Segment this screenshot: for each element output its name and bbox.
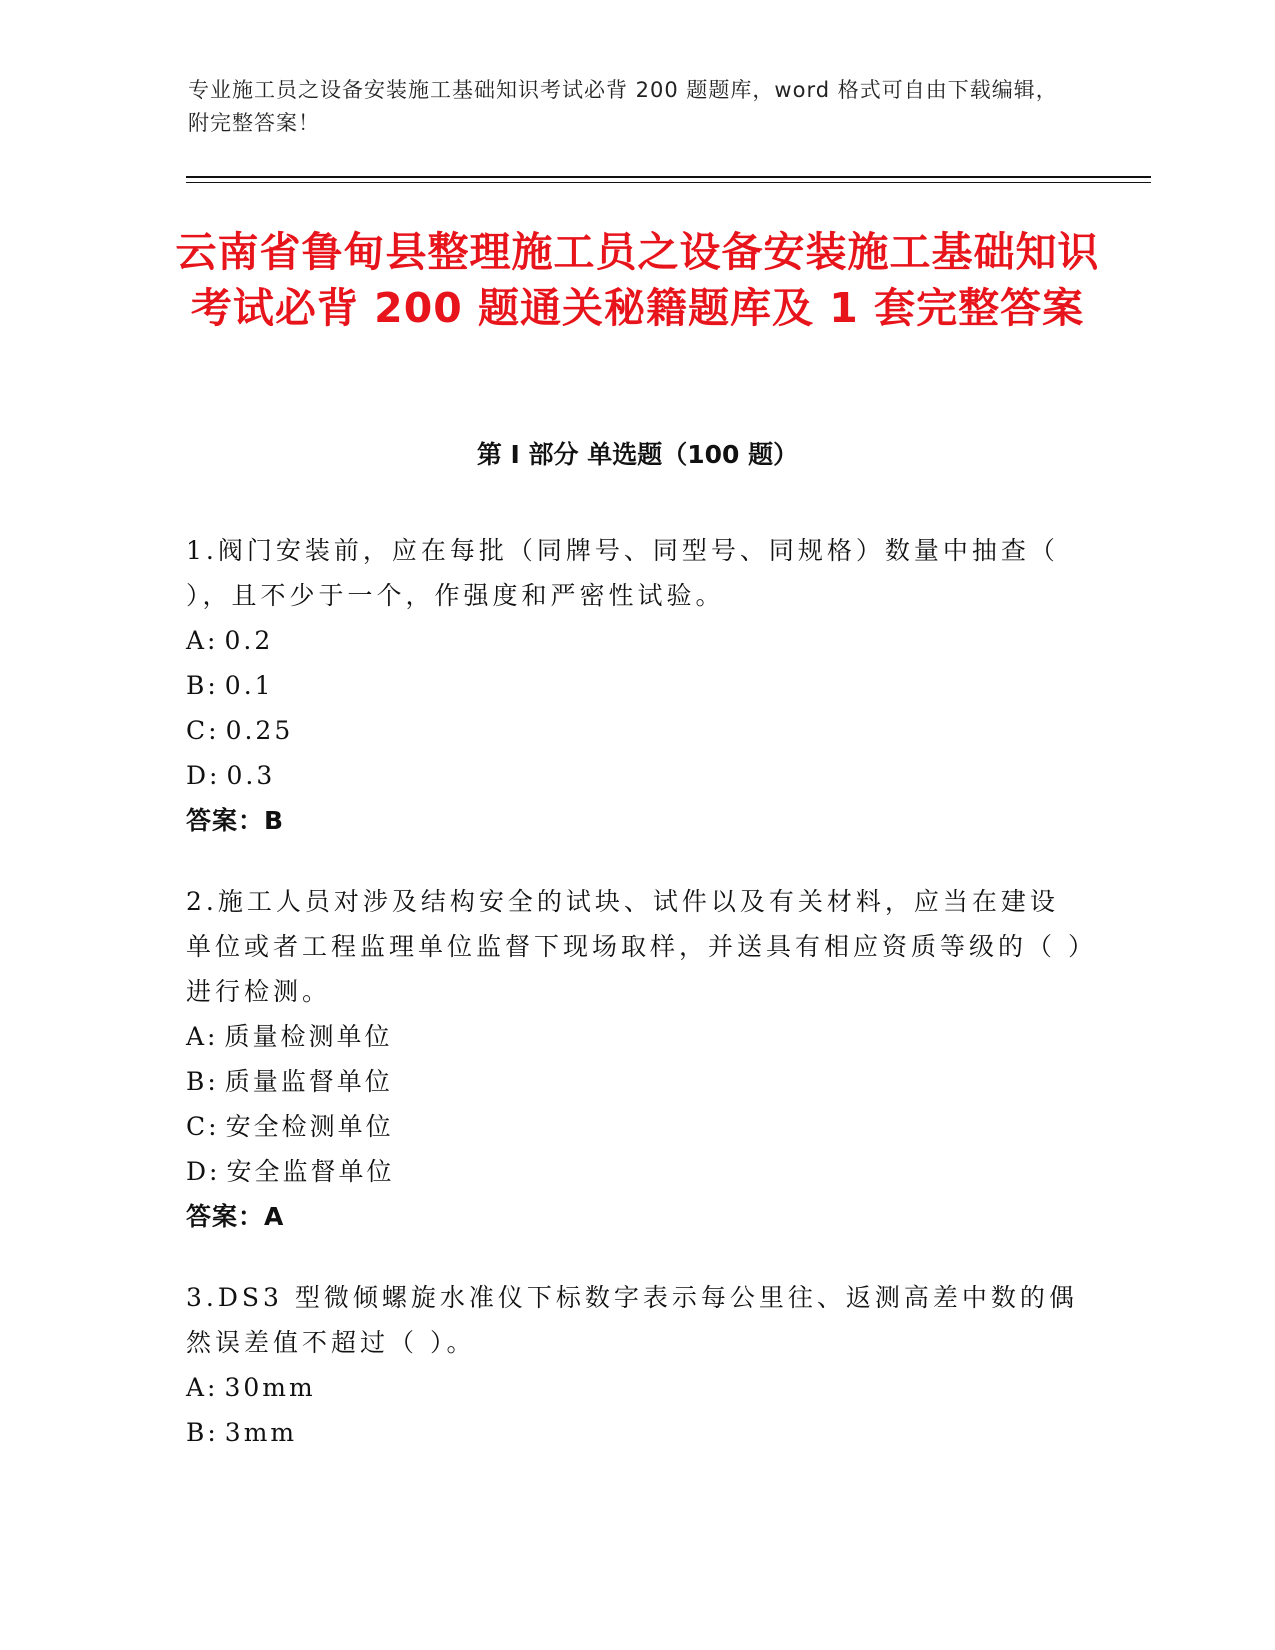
option-letter: D: bbox=[186, 1157, 221, 1186]
question-stem: 2.施工人员对涉及结构安全的试块、试件以及有关材料，应当在建设单位或者工程监理单位监督下现场取样，并送具有相应资质等级的（ ）进行检测。 bbox=[186, 887, 1085, 1006]
option-text: 0.2 bbox=[224, 626, 274, 655]
question-list bbox=[186, 528, 1086, 1491]
option-b bbox=[186, 663, 1086, 708]
question-stem: 1.阀门安装前，应在每批（同牌号、同型号、同规格）数量中抽查（ ），且不少于一个，作强度和严密性试验。 bbox=[186, 536, 1059, 610]
option-letter: A: bbox=[186, 626, 219, 655]
option-letter: C: bbox=[186, 716, 220, 745]
header-divider-thick bbox=[186, 176, 1151, 178]
header-note: 专业施工员之设备安装施工基础知识考试必背 200 题题库，word 格式可自由下载编辑，附完整答案！ bbox=[188, 78, 1058, 135]
option-text: 安全监督单位 bbox=[226, 1157, 395, 1186]
option-d bbox=[186, 1149, 1086, 1194]
answer-line: 答案：B bbox=[186, 806, 285, 835]
option-letter: B: bbox=[186, 671, 219, 700]
option-text: 3mm bbox=[224, 1418, 298, 1447]
option-text: 30mm bbox=[224, 1373, 316, 1402]
option-text: 质量检测单位 bbox=[224, 1022, 393, 1051]
option-a bbox=[186, 1014, 1086, 1059]
option-d bbox=[186, 753, 1086, 798]
question-1 bbox=[186, 528, 1086, 843]
option-text: 0.1 bbox=[224, 671, 274, 700]
document-title: 云南省鲁甸县整理施工员之设备安装施工基础知识考试必背 200 题通关秘籍题库及 1 套完整答案 bbox=[175, 228, 1100, 332]
option-text: 安全检测单位 bbox=[225, 1112, 394, 1141]
option-c bbox=[186, 708, 1086, 753]
option-text: 0.3 bbox=[226, 761, 276, 790]
option-a bbox=[186, 1365, 1086, 1410]
section-heading: 第 I 部分 单选题（100 题） bbox=[476, 440, 799, 469]
option-letter: B: bbox=[186, 1067, 219, 1096]
answer-line: 答案：A bbox=[186, 1202, 285, 1231]
option-b bbox=[186, 1410, 1086, 1455]
option-text: 0.25 bbox=[225, 716, 294, 745]
option-letter: D: bbox=[186, 761, 221, 790]
question-3 bbox=[186, 1275, 1086, 1455]
option-letter: B: bbox=[186, 1418, 219, 1447]
option-letter: A: bbox=[186, 1022, 219, 1051]
option-a bbox=[186, 618, 1086, 663]
option-letter: A: bbox=[186, 1373, 219, 1402]
question-stem: 3.DS3 型微倾螺旋水准仪下标数字表示每公里往、返测高差中数的偶然误差值不超过（ ）。 bbox=[186, 1283, 1078, 1357]
option-letter: C: bbox=[186, 1112, 220, 1141]
option-text: 质量监督单位 bbox=[224, 1067, 393, 1096]
header-divider-thin bbox=[186, 182, 1151, 183]
question-2 bbox=[186, 879, 1086, 1239]
option-c bbox=[186, 1104, 1086, 1149]
option-b bbox=[186, 1059, 1086, 1104]
